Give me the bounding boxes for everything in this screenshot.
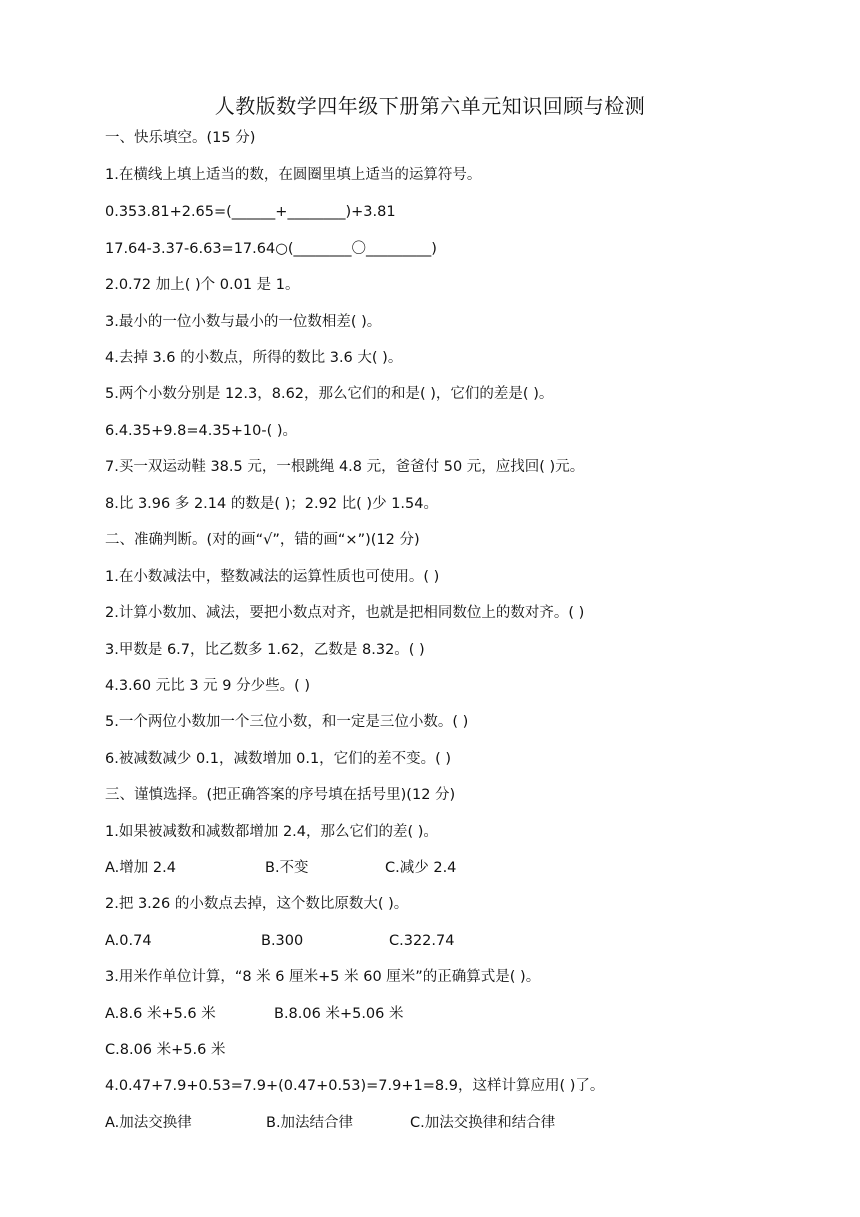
s1-question-4: 4.去掉 3.6 的小数点，所得的数比 3.6 大( )。	[105, 350, 403, 366]
s2-question-1: 1.在小数减法中，整数减法的运算性质也可使用。( )	[105, 569, 440, 585]
s3-q1-option-b: B.不变	[265, 860, 309, 876]
s2-question-4: 4.3.60 元比 3 元 9 分少些。( )	[105, 678, 311, 694]
section3-heading: 三、谨慎选择。(把正确答案的序号填在括号里)(12 分)	[105, 787, 456, 803]
s1-question-1b: 17.64-3.37-6.63=17.64○(________〇_________)	[105, 241, 437, 257]
s1-question-3: 3.最小的一位小数与最小的一位数相差( )。	[105, 314, 382, 330]
s3-q3-option-b: B.8.06 米+5.06 米	[274, 1006, 404, 1022]
s1-question-2: 2.0.72 加上( )个 0.01 是 1。	[105, 277, 300, 293]
s1-question-1a: 0.353.81+2.65=(______+________)+3.81	[105, 204, 396, 220]
s3-q3-option-a: A.8.6 米+5.6 米	[105, 1006, 216, 1022]
s2-question-6: 6.被减数减少 0.1，减数增加 0.1，它们的差不变。( )	[105, 751, 452, 767]
s1-question-7: 7.买一双运动鞋 38.5 元，一根跳绳 4.8 元，爸爸付 50 元，应找回( )元。	[105, 459, 585, 475]
s2-question-5: 5.一个两位小数加一个三位小数，和一定是三位小数。( )	[105, 714, 469, 730]
s3-question-2: 2.把 3.26 的小数点去掉，这个数比原数大( )。	[105, 896, 409, 912]
s3-question-1: 1.如果被减数和减数都增加 2.4，那么它们的差( )。	[105, 824, 438, 840]
s3-q2-option-b: B.300	[261, 933, 304, 949]
s2-question-2: 2.计算小数加、减法，要把小数点对齐，也就是把相同数位上的数对齐。( )	[105, 605, 585, 621]
s3-q4-option-b: B.加法结合律	[266, 1115, 354, 1131]
s1-question-8: 8.比 3.96 多 2.14 的数是( )；2.92 比( )少 1.54。	[105, 496, 438, 512]
s1-question-5: 5.两个小数分别是 12.3，8.62，那么它们的和是( )，它们的差是( )。	[105, 386, 554, 402]
page-title: 人教版数学四年级下册第六单元知识回顾与检测	[214, 94, 646, 118]
s3-question-3: 3.用米作单位计算，“8 米 6 厘米+5 米 60 厘米”的正确算式是( )。	[105, 969, 541, 985]
section2-heading: 二、准确判断。(对的画“√”，错的画“×”)(12 分)	[105, 532, 420, 548]
s3-q3-option-c: C.8.06 米+5.6 米	[105, 1042, 226, 1058]
s3-q4-option-c: C.加法交换律和结合律	[410, 1115, 556, 1131]
s3-q1-option-c: C.减少 2.4	[385, 860, 457, 876]
section1-heading: 一、快乐填空。(15 分)	[105, 130, 256, 146]
s3-q1-option-a: A.增加 2.4	[105, 860, 176, 876]
s3-question-4: 4.0.47+7.9+0.53=7.9+(0.47+0.53)=7.9+1=8.9，这样计算应用( )了。	[105, 1078, 605, 1094]
s3-q2-option-c: C.322.74	[389, 933, 455, 949]
s3-q2-option-a: A.0.74	[105, 933, 152, 949]
s1-question-1: 1.在横线上填上适当的数，在圆圈里填上适当的运算符号。	[105, 167, 482, 183]
s3-q4-option-a: A.加法交换律	[105, 1115, 192, 1131]
s1-question-6: 6.4.35+9.8=4.35+10-( )。	[105, 423, 298, 439]
s2-question-3: 3.甲数是 6.7，比乙数多 1.62，乙数是 8.32。( )	[105, 642, 425, 658]
